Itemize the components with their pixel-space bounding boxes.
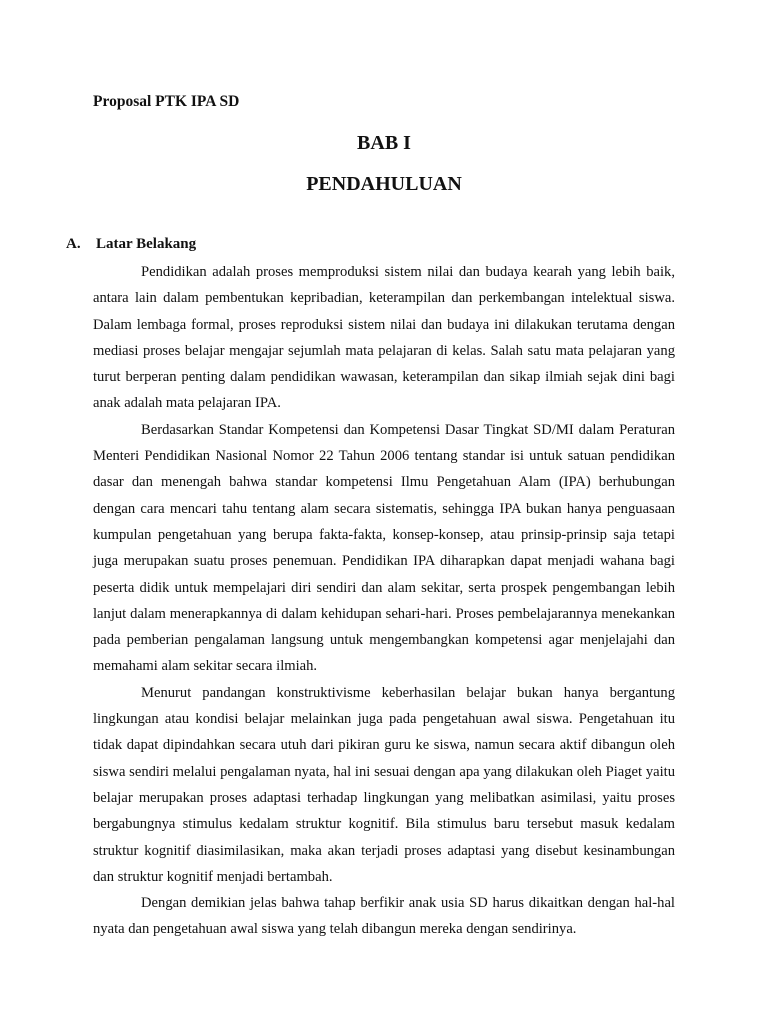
chapter-title: PENDAHULUAN	[306, 173, 462, 195]
paragraph: Berdasarkan Standar Kompetensi dan Kompetensi Dasar Tingkat SD/MI dalam Peraturan Menteri Pendidikan Nasional Nomor 22 Tahun 2006 tentang standar isi untuk satuan pendidikan dasar dan menengah bahwa standar kompetensi Ilmu Pengetahuan Alam (IPA) berhubungan dengan cara mencari tahu tentang alam secara sistematis, sehingga IPA bukan hanya penguasaan kumpulan pengetahuan yang berupa fakta-fakta, konsep-konsep, atau prinsip-prinsip saja tetapi juga merupakan suatu proses penemuan. Pendidikan IPA diharapkan dapat menjadi wahana bagi peserta didik untuk mempelajari diri sendiri dan alam sekitar, serta prospek pengembangan lebih lanjut dalam menerapkannya di dalam kehidupan sehari-hari. Proses pembelajarannya menekankan pada pemberian pengalaman langsung untuk mengembangkan kompetensi agar menjelajahi dan memahami alam sekitar secara ilmiah.	[93, 421, 675, 675]
section-title: Latar Belakang	[96, 236, 197, 252]
chapter-number: BAB I	[357, 132, 411, 154]
section-letter: A.	[66, 236, 81, 252]
body-text	[93, 259, 675, 943]
document-label: Proposal PTK IPA SD	[93, 93, 240, 110]
paragraph: Menurut pandangan konstruktivisme keberhasilan belajar bukan hanya bergantung lingkungan atau kondisi belajar melainkan juga pada pengetahuan awal siswa. Pengetahuan itu tidak dapat dipindahkan secara utuh dari pikiran guru ke siswa, namun secara aktif dibangun oleh siswa sendiri melalui pengalaman nyata, hal ini sesuai dengan apa yang dilakukan oleh Piaget yaitu belajar merupakan proses adaptasi terhadap lingkungan yang melibatkan asimilasi, yaitu proses bergabungnya stimulus kedalam struktur kognitif. Bila stimulus baru tersebut masuk kedalam struktur kognitif diasimilasikan, maka akan terjadi proses adaptasi yang disebut kesinambungan dan struktur kognitif menjadi bertambah.	[93, 684, 675, 885]
paragraph: Dengan demikian jelas bahwa tahap berfikir anak usia SD harus dikaitkan dengan hal-hal nyata dan pengetahuan awal siswa yang telah dibangun mereka dengan sendirinya.	[93, 895, 675, 938]
section-heading	[66, 236, 196, 253]
paragraph: Pendidikan adalah proses memproduksi sistem nilai dan budaya kearah yang lebih baik, antara lain dalam pembentukan kepribadian, keterampilan dan perkembangan intelektual siswa. Dalam lembaga formal, proses reproduksi sistem nilai dan budaya ini dilakukan terutama dengan mediasi proses belajar mengajar sejumlah mata pelajaran di kelas. Salah satu mata pelajaran yang turut berperan penting dalam pendidikan wawasan, keterampilan dan sikap ilmiah sejak dini bagi anak adalah mata pelajaran IPA.	[93, 264, 675, 412]
